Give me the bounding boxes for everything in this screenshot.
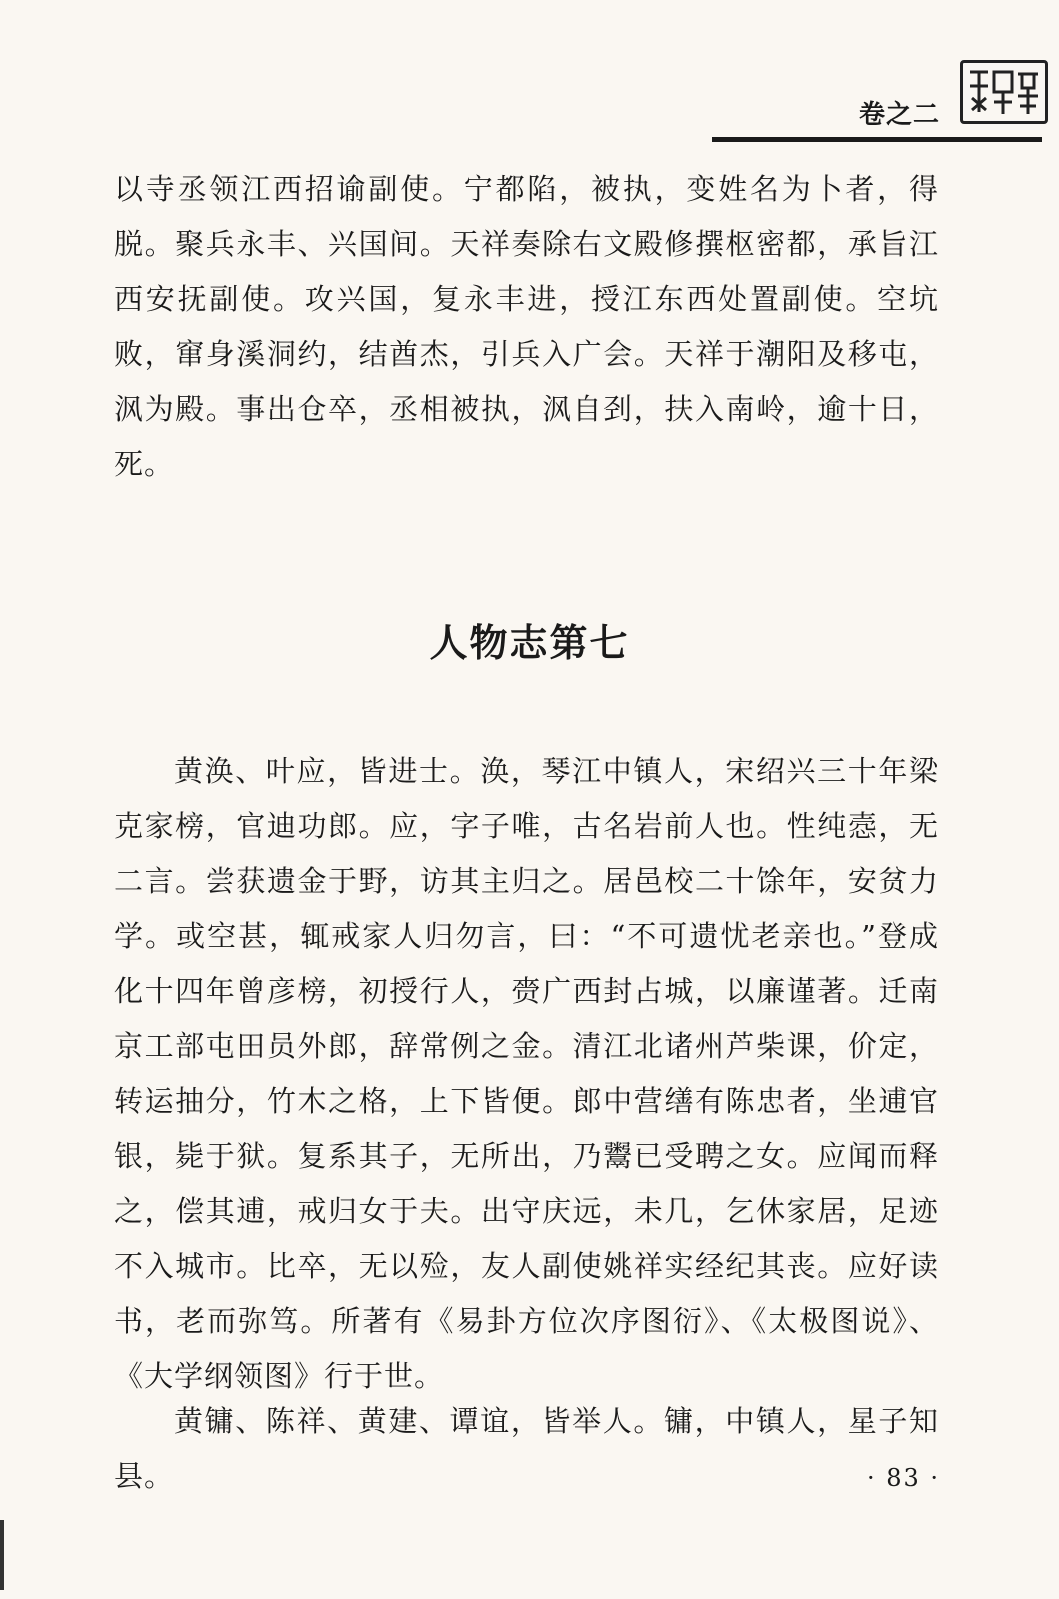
body-paragraph: 以寺丞领江西招谕副使。宁都陷，被执，变姓名为卜者，得脱。聚兵永丰、兴国间。天祥奏除右文殿修撰枢密都，承旨江西安抚副使。攻兴国，复永丰进，授江东西处置副使。空坑败，窜身溪洞约，结酋杰，引兵入广会。天祥于潮阳及移屯，沨为殿。事出仓卒，丞相被执，沨自刭，扶入南岭，逾十日，死。 — [114, 172, 939, 481]
running-header-chapter: 卷之二 — [858, 100, 940, 130]
seal-glyph-icon — [964, 64, 1044, 120]
section-title: 人物志第七 — [429, 621, 630, 665]
scan-edge-mark — [0, 1520, 4, 1590]
page-number: · 83 · — [866, 1464, 940, 1492]
body-paragraph: 黄镛、陈祥、黄建、谭谊，皆举人。镛，中镇人，星子知县。 — [114, 1404, 939, 1493]
body-paragraph: 黄涣、叶应，皆进士。涣，琴江中镇人，宋绍兴三十年梁克家榜，官迪功郎。应，字子唯，古名岩前人也。性纯悫，无二言。尝获遗金于野，访其主归之。居邑校二十馀年，安贫力学。或空甚，辄戒家人归勿言，曰：“不可遗忧老亲也。”登成化十四年曾彦榜，初授行人，赍广西封占城，以廉谨著。迁南京工部屯田员外郎，辞常例之金。清江北诸州芦柴课，价定，转运抽分，竹木之格，上下皆便。郎中营缮有陈忠者，坐逋官银，毙于狱。复系其子，无所出，乃鬻已受聘之女。应闻而释之，偿其逋，戒归女于夫。出守庆远，未几，乞休家居，足迹不入城市。比卒，无以殓，友人副使姚祥实经纪其丧。应好读书，老而弥笃。所著有《易卦方位次序图衍》、《太极图说》、《大学纲领图》行于世。 — [114, 754, 939, 1393]
header-rule — [712, 137, 1042, 142]
publisher-seal-icon — [960, 60, 1048, 124]
